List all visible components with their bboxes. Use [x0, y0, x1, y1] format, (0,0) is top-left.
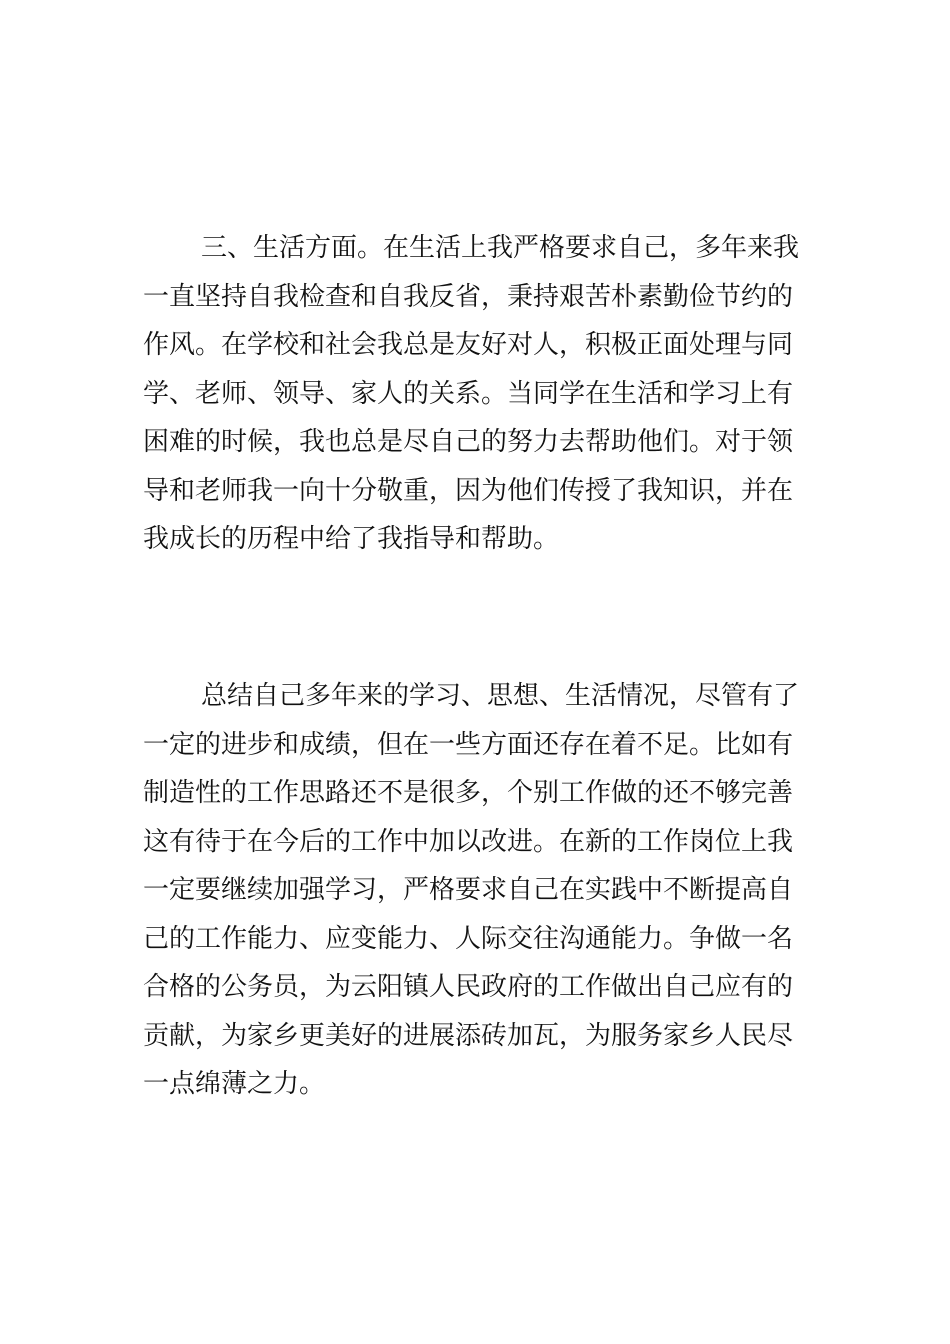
paragraph-line: 一直坚持自我检查和自我反省，秉持艰苦朴素勤俭节约的: [143, 281, 794, 312]
paragraph-line: 一定要继续加强学习，严格要求自己在实践中不断提高自: [143, 875, 794, 905]
paragraph-line: 制造性的工作思路还不是很多，个别工作做的还不够完善: [143, 778, 794, 808]
paragraph-line: 一点绵薄之力。: [143, 1069, 326, 1099]
paragraph-line: 我成长的历程中给了我指导和帮助。: [143, 524, 560, 554]
paragraph-line: 困难的时候，我也总是尽自己的努力去帮助他们。对于领: [143, 427, 794, 457]
paragraph-line: 总结自己多年来的学习、思想、生活情况，尽管有了: [201, 681, 800, 711]
paragraph-line: 贡献，为家乡更美好的进展添砖加瓦，为服务家乡人民尽: [143, 1020, 794, 1051]
paragraph-line: 三、生活方面。在生活上我严格要求自己，多年来我: [201, 233, 800, 263]
paragraph-line: 合格的公务员，为云阳镇人民政府的工作做出自己应有的: [143, 972, 794, 1002]
paragraph-line: 己的工作能力、应变能力、人际交往沟通能力。争做一名: [143, 923, 794, 954]
paragraph-line: 学、老师、领导、家人的关系。当同学在生活和学习上有: [143, 378, 794, 409]
paragraph-line: 一定的进步和成绩，但在一些方面还存在着不足。比如有: [143, 729, 794, 760]
paragraph-line: 作风。在学校和社会我总是友好对人，积极正面处理与同: [143, 330, 794, 360]
paragraph-summary: [143, 672, 807, 1109]
paragraph-line: 这有待于在今后的工作中加以改进。在新的工作岗位上我: [143, 826, 794, 857]
paragraph-line: 导和老师我一向十分敬重，因为他们传授了我知识，并在: [143, 475, 794, 506]
paragraph-life: [143, 224, 807, 564]
